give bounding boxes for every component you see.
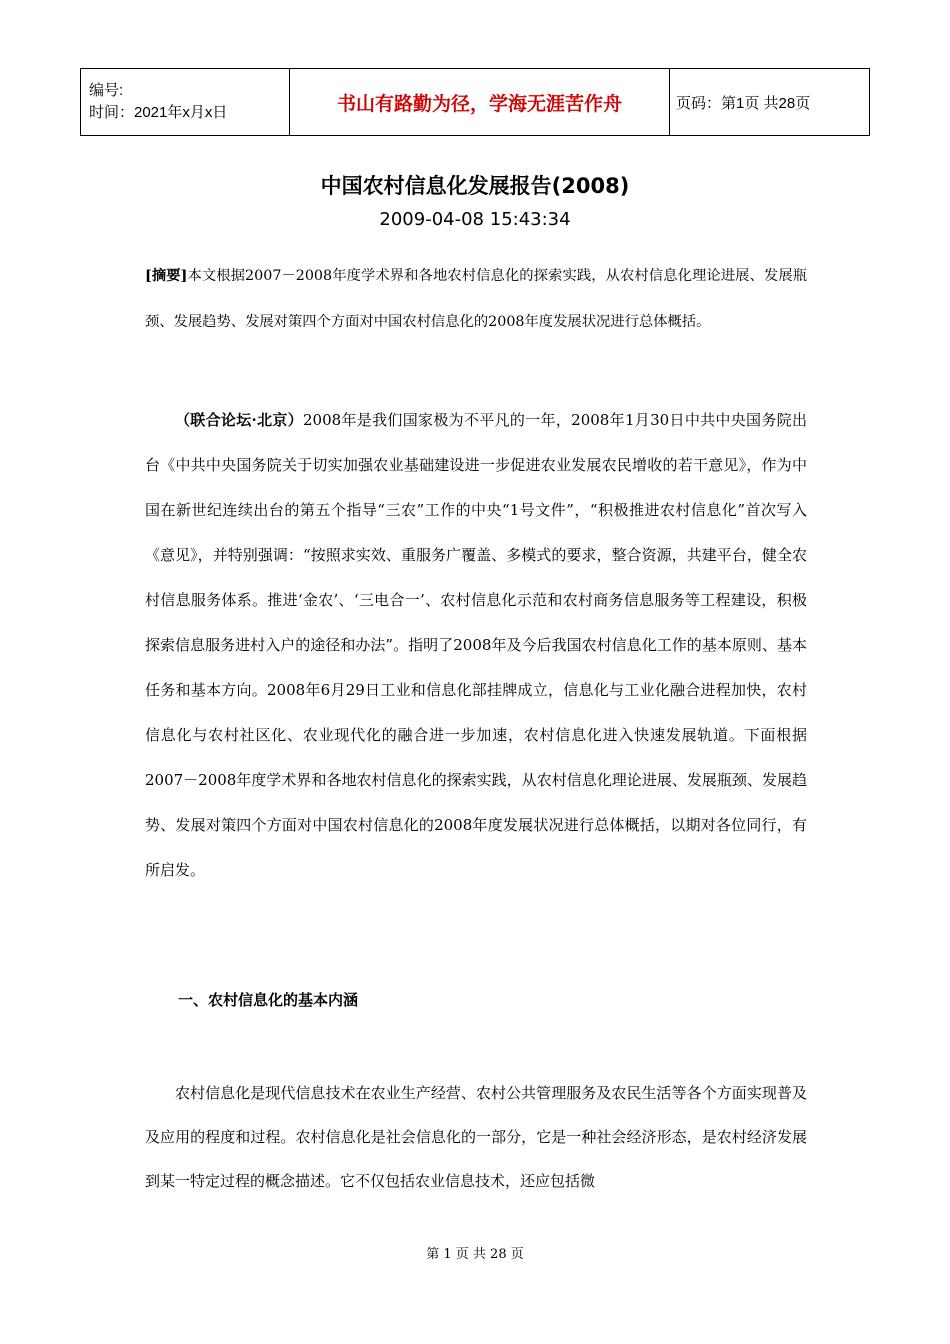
document-time-label: 时间：2021年x月x日 bbox=[89, 104, 228, 121]
document-number-label: 编号: bbox=[89, 82, 124, 99]
section-paragraph: 农村信息化是现代信息技术在农业生产经营、农村公共管理服务及农民生活等各个方面实现普及及应用的程度和过程。农村信息化是社会信息化的一部分，它是一种社会经济形态，是农村经济发展到某一特定过程的概念描述。它不仅包括农业信息技术，还应包括微 bbox=[145, 1084, 807, 1190]
section-heading: 一、农村信息化的基本内涵 bbox=[178, 991, 359, 1009]
header-motto: 书山有路勤为径，学海无涯苦作舟 bbox=[290, 69, 670, 136]
page-footer: 第 1 页 共 28 页 bbox=[426, 1247, 524, 1262]
document-title: 中国农村信息化发展报告(2008) bbox=[320, 174, 630, 198]
abstract-text: 本文根据2007－2008年度学术界和各地农村信息化的探索实践，从农村信息化理论进展、发展瓶颈、发展趋势、发展对策四个方面对中国农村信息化的2008年度发展状况进行总体概括。 bbox=[145, 268, 808, 330]
document-datetime: 2009-04-08 15:43:34 bbox=[379, 209, 571, 230]
intro-source-label: （联合论坛·北京） bbox=[175, 411, 304, 429]
intro-paragraph bbox=[145, 398, 807, 893]
abstract-paragraph bbox=[145, 254, 807, 345]
abstract-label: [摘要] bbox=[145, 268, 188, 284]
intro-text: 2008年是我们国家极为不平凡的一年，2008年1月30日中共中央国务院出台《中共中央国务院关于切实加强农业基础建设进一步促进农业发展农民增收的若干意见》，作为中国在新世纪连续出台的第五个指导“三农”工作的中央“1号文件”，“积极推进农村信息化”首次写入《意见》，并特别强调：“按照求实效、重服务广覆盖、多模式的要求，整合资源，共建平台，健全农村信息服务体系。推进‘金农’、‘三电合一’、农村信息化示范和农村商务信息服务等工程建设，积极探索信息服务进村入户的途径和办法”。指明了2008年及今后我国农村信息化工作的基本原则、基本任务和基本方向。2008年6月29日工业和信息化部挂牌成立，信息化与工业化融合进程加快，农村信息化与农村社区化、农业现代化的融合进一步加速，农村信息化进入快速发展轨道。下面根据2007－2008年度学术界和各地农村信息化的探索实践，从农村信息化理论进展、发展瓶颈、发展趋势、发展对策四个方面对中国农村信息化的2008年度发展状况进行总体概括，以期对各位同行，有所启发。 bbox=[145, 411, 807, 879]
header-table bbox=[80, 68, 870, 136]
header-page-info: 页码：第1页 共28页 bbox=[670, 69, 870, 136]
header-meta-cell bbox=[81, 69, 290, 136]
